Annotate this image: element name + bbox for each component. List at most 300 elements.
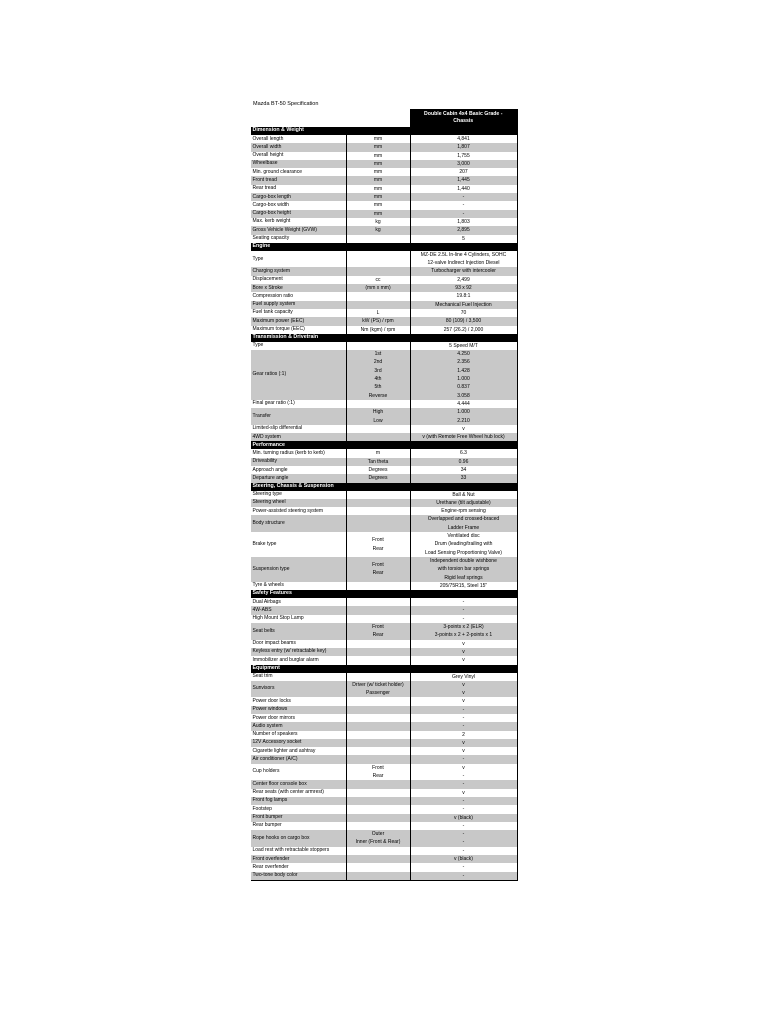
spec-unit [346, 433, 410, 441]
spec-value-line: 34 [460, 466, 467, 473]
spec-value-line: - [462, 806, 465, 813]
spec-value-line: 0.96 [458, 458, 469, 465]
spec-unit [346, 267, 410, 275]
spec-label: Door impact beams [252, 640, 296, 647]
spec-value [410, 342, 517, 350]
spec-unit [346, 697, 410, 705]
spec-row [251, 681, 517, 698]
section-title: Transmission & Drivetrain [251, 334, 517, 342]
column-header-line: Chassis [453, 118, 474, 124]
spec-label: Type [252, 255, 264, 262]
spec-unit [346, 656, 410, 664]
spec-row [251, 706, 517, 714]
spec-row [251, 474, 517, 482]
spec-value [410, 474, 517, 482]
spec-label: Seating capacity [252, 235, 290, 242]
spec-value-line: 1,755 [457, 152, 470, 159]
spec-value [410, 830, 517, 847]
spec-value-line: 19.8:1 [456, 293, 471, 300]
spec-unit-line: mm [373, 194, 383, 201]
section-header-row [251, 665, 517, 673]
spec-unit-line: Degrees [368, 466, 388, 473]
spec-label: Two-tone body color [251, 872, 346, 881]
spec-unit-line: Degrees [368, 475, 388, 482]
spec-unit [346, 847, 410, 855]
spec-value [410, 317, 517, 325]
spec-unit [346, 226, 410, 234]
spec-label: Limited-slip differential [252, 425, 303, 432]
spec-label: Front fog lamps [251, 797, 346, 805]
spec-value [410, 135, 517, 143]
spec-unit [346, 615, 410, 623]
spec-unit [346, 251, 410, 268]
spec-row [251, 449, 517, 457]
spec-value [410, 714, 517, 722]
spec-unit [346, 160, 410, 168]
spec-label: Cup holders [252, 768, 280, 775]
spec-value-line: v [462, 739, 465, 746]
spec-unit-line: Rear [372, 632, 384, 639]
spec-label: Maximum torque (EEC) [252, 326, 305, 333]
section-title: Equipment [251, 665, 517, 673]
spec-row [251, 143, 517, 151]
spec-value [410, 251, 517, 268]
spec-value-line: - [462, 194, 465, 201]
spec-row [251, 797, 517, 805]
spec-value-line: MZ-DE 2.5L In-line 4 Cylinders, SOHC [420, 251, 507, 258]
spec-value [410, 515, 517, 532]
spec-value [410, 582, 517, 590]
spec-row [251, 507, 517, 515]
spec-row [251, 872, 517, 881]
spec-value [410, 797, 517, 805]
spec-unit [346, 176, 410, 184]
spec-unit-line: Tan theta [367, 458, 389, 465]
spec-table-body [251, 127, 517, 880]
spec-row [251, 466, 517, 474]
spec-label: Transfer [251, 408, 346, 425]
spec-row [251, 731, 517, 739]
spec-value-line: 1.000 [457, 376, 470, 383]
spec-unit-line: L [376, 309, 380, 316]
spec-row [251, 805, 517, 813]
spec-unit-line: Driver (w/ ticket holder) [352, 681, 404, 688]
spec-value-line: - [462, 756, 465, 763]
spec-label: Front bumper [251, 814, 346, 822]
spec-unit-line: Front [372, 562, 384, 569]
spec-value [410, 805, 517, 813]
spec-row [251, 532, 517, 557]
spec-value-line: 3-points x 2 + 2-points x 1 [434, 632, 493, 639]
spec-value [410, 598, 517, 606]
spec-value-line: 5 Speed M/T [449, 342, 478, 349]
spec-row [251, 400, 517, 408]
spec-unit-line: High [372, 409, 384, 416]
spec-unit-line: Front [372, 764, 384, 771]
spec-value-line: 4.444 [457, 400, 470, 407]
spec-value-line: 70 [460, 309, 467, 316]
section-header-row [251, 334, 517, 342]
spec-row [251, 623, 517, 640]
spec-unit [346, 706, 410, 714]
spec-row [251, 185, 517, 193]
spec-value [410, 615, 517, 623]
spec-value [410, 722, 517, 730]
spec-label: Cargo-box width [252, 201, 289, 208]
spec-unit [346, 499, 410, 507]
spec-value [410, 731, 517, 739]
spec-value [410, 764, 517, 781]
spec-value [410, 847, 517, 855]
spec-unit [346, 739, 410, 747]
spec-label: Steering wheel [251, 499, 346, 507]
spec-unit-line: cc [375, 276, 381, 283]
spec-unit [346, 326, 410, 334]
spec-value [410, 276, 517, 284]
spec-value-line: 2.356 [457, 359, 470, 366]
spec-unit-line: mm [373, 169, 383, 176]
spec-label: Number of speakers [252, 731, 298, 738]
spec-row [251, 168, 517, 176]
spec-row [251, 789, 517, 797]
spec-value [410, 458, 517, 466]
spec-unit [346, 606, 410, 614]
spec-label: Immobilizer and burglar alarm [252, 656, 319, 663]
spec-row [251, 863, 517, 871]
spec-value-line: - [462, 847, 465, 854]
spec-unit-line: Passenger [366, 690, 390, 697]
spec-value-line: Ventilated disc [447, 533, 480, 540]
spec-value [410, 433, 517, 441]
spec-value [410, 425, 517, 433]
spec-value-line: - [462, 839, 465, 846]
spec-unit-line: mm [373, 185, 383, 192]
spec-value-line: v [462, 657, 465, 664]
spec-value [410, 706, 517, 714]
spec-value [410, 673, 517, 681]
spec-value-line: 3,000 [457, 160, 470, 167]
spec-value-line: - [462, 781, 465, 788]
spec-value [410, 499, 517, 507]
spec-unit-line: mm [373, 210, 383, 217]
spec-value [410, 309, 517, 317]
spec-unit-line: Front [372, 624, 384, 631]
spec-value-line: 1.000 [457, 409, 470, 416]
spec-unit [346, 789, 410, 797]
spec-value-line: v [462, 425, 465, 432]
spec-label: Cigarette lighter and ashtray [252, 747, 316, 754]
spec-label: Compression ratio [252, 292, 294, 299]
spec-row [251, 160, 517, 168]
spec-label: Overall height [252, 152, 284, 159]
spec-unit [346, 872, 410, 881]
spec-row [251, 408, 517, 425]
spec-row [251, 276, 517, 284]
spec-unit [346, 474, 410, 482]
spec-label: Seat belts [251, 623, 346, 640]
spec-value [410, 160, 517, 168]
spec-row [251, 640, 517, 648]
spec-unit [346, 458, 410, 466]
spec-value-line: Urethane (tilt adjustable) [436, 499, 491, 506]
spec-value-line: 2 [462, 731, 465, 738]
spec-value [410, 557, 517, 582]
spec-value-line: 4,841 [457, 136, 470, 142]
spec-label: Gear ratios (:1) [251, 350, 346, 400]
spec-label: Approach angle [252, 466, 288, 473]
spec-unit [346, 152, 410, 160]
spec-label: Keyless entry (w/ retractable key) [251, 648, 346, 656]
spec-unit [346, 276, 410, 284]
spec-label: Fuel supply system [251, 301, 346, 309]
spec-row [251, 557, 517, 582]
spec-unit [346, 143, 410, 151]
spec-value [410, 168, 517, 176]
spec-label: Power-assisted steering system [252, 507, 324, 514]
spec-row [251, 425, 517, 433]
spec-row [251, 226, 517, 234]
section-header-row [251, 243, 517, 251]
spec-unit-line: Reverse [368, 392, 388, 399]
spec-row [251, 152, 517, 160]
spec-value [410, 623, 517, 640]
spec-row [251, 210, 517, 218]
spec-table [251, 109, 518, 881]
spec-unit [346, 731, 410, 739]
spec-label: Load rest with retractable stoppers [252, 847, 330, 854]
spec-unit [346, 342, 410, 350]
spec-row [251, 235, 517, 243]
spec-value-line: - [462, 210, 465, 217]
spec-label: Gross Vehicle Weight (GVW) [251, 226, 346, 234]
spec-value [410, 681, 517, 698]
spec-value [410, 755, 517, 763]
spec-value [410, 226, 517, 234]
spec-value [410, 648, 517, 656]
spec-unit [346, 507, 410, 515]
spec-row [251, 301, 517, 309]
spec-row [251, 201, 517, 209]
spec-unit [346, 408, 410, 425]
spec-label: Dual Airbags [252, 598, 281, 605]
spec-value [410, 780, 517, 788]
spec-value-line: 1.428 [457, 367, 470, 374]
spec-value-line: Load Sensing Proportioning Valve) [425, 549, 502, 556]
spec-unit-line: kg [375, 227, 381, 234]
spec-unit [346, 673, 410, 681]
spec-unit [346, 350, 410, 400]
spec-row [251, 458, 517, 466]
spec-label: Maximum power (EEC) [251, 317, 346, 325]
spec-row [251, 326, 517, 334]
spec-row [251, 855, 517, 863]
spec-row [251, 582, 517, 590]
spec-value [410, 640, 517, 648]
spec-unit [346, 284, 410, 292]
spec-unit-line: Rear [372, 545, 384, 552]
spec-unit [346, 623, 410, 640]
spec-table-container [251, 109, 517, 881]
spec-label: Suspension type [251, 557, 346, 582]
section-title: Dimension & Weight [251, 127, 517, 135]
spec-value-line: Mechanical Fuel Injection [435, 301, 492, 308]
spec-label: Overall length [252, 135, 284, 142]
spec-label: Cargo-box length [251, 193, 346, 201]
spec-row [251, 722, 517, 730]
spec-unit-line: 3rd [374, 367, 382, 374]
spec-value-line: Drum (leading/trailing with [434, 541, 493, 548]
spec-label: Tyre & wheels [252, 582, 284, 589]
spec-label: Rear tread [252, 185, 277, 192]
spec-value-line: v [462, 764, 465, 771]
spec-row [251, 284, 517, 292]
spec-unit [346, 780, 410, 788]
spec-unit [346, 532, 410, 557]
spec-value [410, 466, 517, 474]
spec-unit [346, 449, 410, 457]
spec-unit-line: mm [373, 152, 383, 159]
spec-label: High Mount Stop Lamp [252, 615, 304, 622]
spec-value [410, 747, 517, 755]
spec-value-line: 205/75R15, Steel 15" [439, 582, 488, 589]
spec-value-line: 93 x 92 [455, 285, 472, 292]
spec-value-line: - [462, 607, 465, 614]
spec-value [410, 656, 517, 664]
spec-label: Air conditioner (A/C) [251, 755, 346, 763]
spec-unit [346, 557, 410, 582]
spec-value-line: v [462, 648, 465, 655]
spec-label: Front tread [251, 176, 346, 184]
spec-unit [346, 185, 410, 193]
spec-label: Sunvisors [251, 681, 346, 698]
spec-row [251, 251, 517, 268]
spec-unit-line: mm [373, 136, 383, 142]
spec-value [410, 408, 517, 425]
spec-row [251, 615, 517, 623]
spec-row [251, 317, 517, 325]
spec-row [251, 176, 517, 184]
spec-value [410, 872, 517, 881]
column-header-row [251, 109, 517, 127]
spec-value-line: 1,445 [457, 177, 470, 184]
spec-label: Power door mirrors [252, 714, 296, 721]
spec-value-line: - [462, 822, 465, 829]
spec-unit-line: mm [373, 144, 383, 151]
spec-row [251, 814, 517, 822]
section-header-row [251, 127, 517, 135]
spec-row [251, 673, 517, 681]
spec-value [410, 532, 517, 557]
spec-value-line: 4.250 [457, 351, 470, 358]
spec-row [251, 739, 517, 747]
spec-unit [346, 640, 410, 648]
spec-label: Overall width [251, 143, 346, 151]
spec-unit-line: kW (PS) / rpm [362, 318, 394, 325]
spec-unit [346, 830, 410, 847]
spec-value [410, 235, 517, 243]
spec-label: Rear seats (with center armrest) [252, 789, 324, 796]
spec-value-line: 207 [459, 169, 468, 176]
spec-unit-line: (mm x mm) [365, 285, 391, 292]
spec-unit [346, 218, 410, 226]
spec-row [251, 193, 517, 201]
section-title: Safety Features [251, 590, 517, 598]
spec-label: Bore x Stroke [251, 284, 346, 292]
spec-row [251, 830, 517, 847]
spec-label: 4WD system [251, 433, 346, 441]
spec-value [410, 855, 517, 863]
spec-unit [346, 582, 410, 590]
spec-row [251, 822, 517, 830]
spec-unit [346, 491, 410, 499]
spec-value [410, 143, 517, 151]
spec-row [251, 755, 517, 763]
spec-value-line: v [462, 698, 465, 705]
spec-value-line: with torsion bar springs [437, 566, 490, 573]
spec-label: Center floor console box [251, 780, 346, 788]
spec-label: Min. ground clearance [252, 168, 302, 175]
spec-label: Brake type [252, 540, 277, 547]
spec-unit [346, 805, 410, 813]
spec-label: Front overfender [251, 855, 346, 863]
spec-unit [346, 764, 410, 781]
spec-unit-line: 2nd [373, 359, 383, 366]
spec-value-line: 1,440 [457, 185, 470, 192]
spec-unit [346, 747, 410, 755]
spec-label: Rear bumper [252, 822, 282, 829]
spec-label: Wheelbase [251, 160, 346, 168]
spec-value [410, 507, 517, 515]
spec-value-line: 6.3 [460, 450, 467, 457]
spec-row [251, 606, 517, 614]
spec-value-line: 2,499 [457, 276, 470, 283]
spec-value [410, 193, 517, 201]
spec-value [410, 789, 517, 797]
spec-label: Driveability [251, 458, 346, 466]
spec-value [410, 697, 517, 705]
spec-row [251, 135, 517, 143]
spec-value-line: v (with Remote Free Wheel hub lock) [422, 434, 505, 441]
spec-unit [346, 755, 410, 763]
spec-unit [346, 598, 410, 606]
spec-value-line: - [462, 723, 465, 730]
spec-value-line: Ball & Nut [452, 491, 475, 498]
section-title: Performance [251, 441, 517, 449]
spec-value [410, 449, 517, 457]
spec-unit [346, 292, 410, 300]
spec-value [410, 863, 517, 871]
spec-unit-line: Rear [372, 570, 384, 577]
spec-value [410, 739, 517, 747]
spec-value-line: - [462, 864, 465, 871]
spec-value-line: - [462, 773, 465, 780]
spec-unit [346, 193, 410, 201]
spec-value-line: 2.210 [457, 417, 470, 424]
spec-row [251, 267, 517, 275]
spec-value-line: - [462, 831, 465, 838]
spec-value [410, 606, 517, 614]
spec-value-line: v [462, 690, 465, 697]
spec-label: Steering type [252, 491, 282, 498]
spec-row [251, 764, 517, 781]
spec-label: Rear overfender [252, 863, 289, 870]
spec-row [251, 342, 517, 350]
column-header-line: Double Cabin 4x4 Basic Grade - [424, 111, 503, 117]
spec-label: Seat trim [252, 673, 273, 680]
column-header [410, 109, 517, 127]
spec-value-line: v [462, 640, 465, 647]
spec-value-line: - [462, 715, 465, 721]
